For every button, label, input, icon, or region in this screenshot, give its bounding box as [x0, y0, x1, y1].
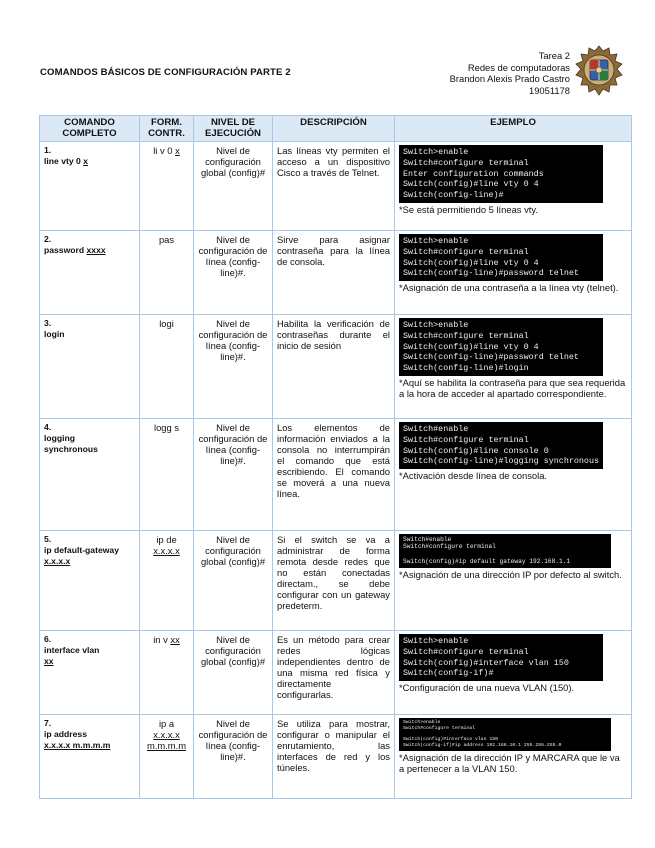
task-label: Tarea 2 — [538, 50, 570, 61]
row-number: 4. — [44, 422, 52, 432]
author-label: Brandon Alexis Prado Castro — [449, 73, 570, 84]
table-row — [40, 315, 632, 419]
abbr-text: li v 0 — [153, 145, 173, 156]
description-cell: Si el switch se va a administrar de forma remota desde redes que no están conectadas directam., se debe configurar con un gateway predeterm. — [273, 531, 395, 631]
example-caption: *Aquí se habilita la contraseña para que sea requerida a la hora de acceder al apartado correspondiente. — [399, 376, 626, 399]
description-cell: Es un método para crear redes lógicas independientes dentro de una misma red física y directamente configurarlas. — [273, 631, 395, 715]
col-nivel: NIVEL DE EJECUCIÓN — [194, 116, 273, 142]
example-caption: *Configuración de una nueva VLAN (150). — [399, 682, 575, 694]
command-text: ip default-gateway — [44, 545, 119, 555]
row-number: 6. — [44, 634, 52, 644]
row-number: 7. — [44, 718, 52, 728]
commands-table — [39, 115, 632, 799]
level-cell: Nivel de configuración global (config)# — [194, 531, 273, 631]
col-form: FORM. CONTR. — [140, 116, 194, 142]
table-row — [40, 231, 632, 315]
abbr-text: pas — [158, 234, 175, 245]
example-cell — [395, 631, 632, 715]
example-caption: *Activación desde línea de consola. — [399, 470, 548, 482]
abbr-cell — [140, 531, 194, 631]
terminal-screenshot: Switch>enable Switch#configure terminal Switch(config)#interface vlan 150 Switch(config-if)#ip address 192.168.10.1 255.255.255.0 — [399, 718, 611, 751]
abbr-arg: x.x.x.x m.m.m.m — [146, 729, 187, 751]
command-text: logging synchronous — [44, 433, 98, 454]
abbr-text: logg s — [153, 422, 180, 433]
table-row — [40, 419, 632, 531]
command-cell — [40, 419, 140, 531]
description-cell: Los elementos de información enviados a la consola no interrumpirán el comando que está escribiendo. El comando se moverá a una nueva línea. — [273, 419, 395, 531]
command-text: login — [44, 329, 65, 339]
row-number: 3. — [44, 318, 52, 328]
abbr-text: in v — [153, 634, 168, 645]
abbr-arg: x.x.x.x — [153, 545, 180, 556]
terminal-screenshot: Switch>enable Switch#configure terminal Switch(config)#interface vlan 150 Switch(config-if)# — [399, 634, 603, 681]
example-cell — [395, 142, 632, 231]
description-cell: Las líneas vty permiten el acceso a un dispositivo Cisco a través de Telnet. — [273, 142, 395, 231]
abbr-arg: xx — [170, 634, 180, 645]
table-header-row — [40, 116, 632, 142]
course-label: Redes de computadoras — [467, 61, 570, 73]
level-cell: Nivel de configuración de línea (config-line)#. — [194, 419, 273, 531]
abbr-text: ip de — [156, 534, 177, 545]
command-arg: x.x.x.x — [44, 556, 71, 566]
command-text: line vty 0 — [44, 156, 81, 166]
abbr-cell — [140, 419, 194, 531]
col-comando: COMANDO COMPLETO — [40, 116, 140, 142]
school-seal-icon — [575, 45, 623, 97]
abbr-cell — [140, 231, 194, 315]
table-row — [40, 142, 632, 231]
student-id: 19051178 — [528, 84, 570, 96]
level-cell: Nivel de configuración global (config)# — [194, 631, 273, 715]
terminal-screenshot: Switch#enable Switch#configure terminal Switch(config)#line console 0 Switch(config-line)#logging synchronous — [399, 422, 603, 469]
command-text: interface vlan — [44, 645, 100, 655]
command-text: password — [44, 245, 85, 255]
command-arg: xxxx — [86, 245, 106, 255]
command-cell — [40, 631, 140, 715]
level-cell: Nivel de configuración de línea (config-line)#. — [194, 315, 273, 419]
header-info — [410, 50, 570, 96]
abbr-cell — [140, 715, 194, 799]
example-caption: *Asignación de una dirección IP por defecto al switch. — [399, 568, 622, 580]
col-descripcion: DESCRIPCIÓN — [273, 116, 395, 142]
row-number: 1. — [44, 145, 52, 155]
command-cell — [40, 142, 140, 231]
table-row — [40, 531, 632, 631]
level-cell: Nivel de configuración global (config)# — [194, 142, 273, 231]
abbr-cell — [140, 142, 194, 231]
description-cell: Habilita la verificación de contraseñas durante el inicio de sesión — [273, 315, 395, 419]
example-cell — [395, 531, 632, 631]
example-caption: *Asignación de una contraseña a la línea vty (telnet). — [399, 282, 619, 294]
command-arg: xx — [44, 656, 54, 666]
terminal-screenshot: Switch#enable Switch#configure terminal Switch(config)#ip default gateway 192.168.1.1 — [399, 534, 611, 568]
command-arg: x.x.x.x m.m.m.m — [44, 740, 111, 750]
row-number: 5. — [44, 534, 52, 544]
command-arg: x — [83, 156, 88, 166]
command-cell — [40, 231, 140, 315]
command-cell — [40, 531, 140, 631]
example-caption: *Asignación de la dirección IP y MARCARA que le va a pertenecer a la VLAN 150. — [399, 751, 620, 774]
description-cell: Se utiliza para mostrar, configurar o manipular el enrutamiento, las interfaces de red y los túneles. — [273, 715, 395, 799]
example-cell — [395, 419, 632, 531]
abbr-arg: x — [175, 145, 180, 156]
abbr-cell — [140, 631, 194, 715]
abbr-text: logi — [159, 318, 174, 329]
terminal-screenshot: Switch>enable Switch#configure terminal Switch(config)#line vty 0 4 Switch(config-line)#password telnet — [399, 234, 603, 281]
example-cell — [395, 715, 632, 799]
row-number: 2. — [44, 234, 52, 244]
command-text: ip address — [44, 729, 87, 739]
command-cell — [40, 315, 140, 419]
terminal-screenshot: Switch>enable Switch#configure terminal Enter configuration commands Switch(config)#line vty 0 4 Switch(config-line)# — [399, 145, 603, 203]
page-title: COMANDOS BÁSICOS DE CONFIGURACIÓN PARTE 2 — [40, 67, 291, 78]
terminal-screenshot: Switch>enable Switch#configure terminal Switch(config)#line vty 0 4 Switch(config-line)#password telnet Switch(config-line)#login — [399, 318, 603, 376]
example-caption: *Se está permitiendo 5 líneas vty. — [399, 203, 538, 215]
level-cell: Nivel de configuración de línea (config-line)#. — [194, 231, 273, 315]
level-cell: Nivel de configuración de línea (config-line)#. — [194, 715, 273, 799]
abbr-text: ip a — [158, 718, 175, 729]
table-row — [40, 715, 632, 799]
command-cell — [40, 715, 140, 799]
description-cell: Sirve para asignar contraseña para la línea de consola. — [273, 231, 395, 315]
table-row — [40, 631, 632, 715]
col-ejemplo: EJEMPLO — [395, 116, 632, 142]
example-cell — [395, 231, 632, 315]
example-cell — [395, 315, 632, 419]
abbr-cell — [140, 315, 194, 419]
